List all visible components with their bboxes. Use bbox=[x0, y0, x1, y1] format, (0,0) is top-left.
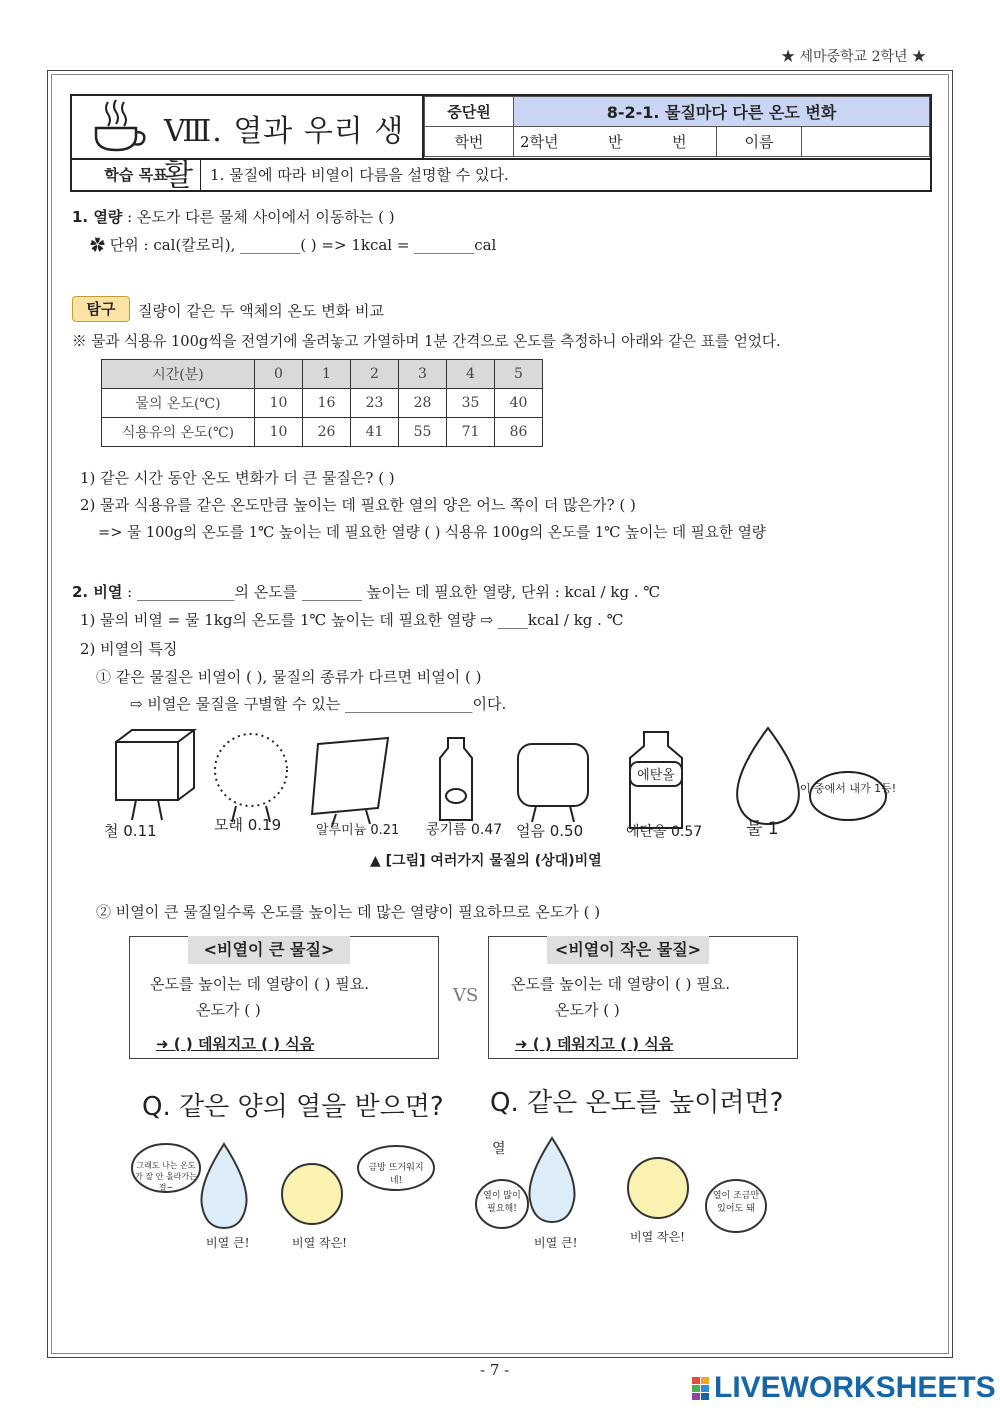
box-line: 온도가 ( ) bbox=[555, 1001, 620, 1019]
goal-label: 학습 목표 bbox=[72, 160, 201, 190]
table-cell: 16 bbox=[303, 389, 351, 418]
cartoon-bubble: 금방 뜨거워지네! bbox=[368, 1163, 424, 1186]
cartoon-bubble: 열이 많이 필요해! bbox=[483, 1191, 521, 1214]
figure-label: 에탄올 0.57 bbox=[626, 824, 703, 840]
cartoon-label: 비열 작은! bbox=[292, 1236, 348, 1250]
number-label: 번 bbox=[672, 133, 687, 151]
box-line: ➜ ( ) 데워지고 ( ) 식음 bbox=[156, 1035, 315, 1053]
explore-note: ※ 물과 식용유 100g씩을 전열기에 올려놓고 가열하며 1분 간격으로 온도를 측정하니 아래와 같은 표를 얻었다. bbox=[72, 333, 781, 350]
materials-illustration bbox=[96, 722, 900, 844]
name-label: 이름 bbox=[717, 127, 802, 157]
coffee-cup-icon bbox=[90, 98, 150, 154]
box-heading: <비열이 작은 물질> bbox=[547, 936, 709, 964]
cartoon-same-temperature bbox=[470, 1076, 790, 1260]
table-cell: 35 bbox=[447, 389, 495, 418]
cartoon-label: 비열 큰! bbox=[534, 1236, 578, 1250]
box-heading: <비열이 큰 물질> bbox=[188, 936, 350, 964]
table-header-cell: 시간(분) bbox=[102, 360, 255, 389]
unit-title: Ⅷ. 열과 우리 생활 bbox=[164, 114, 405, 193]
vs-label: VS bbox=[453, 985, 479, 1006]
name-input[interactable] bbox=[802, 127, 930, 157]
cartoon-bubble: 열이 조금만 있어도 돼 bbox=[712, 1191, 760, 1214]
grade-label: 2학년 bbox=[520, 133, 559, 151]
cartoon-title: Q. 같은 온도를 높이려면? bbox=[490, 1088, 784, 1118]
water-bubble: 이 중에서 내가 1등! bbox=[799, 782, 897, 795]
table-cell: 물의 온도(℃) bbox=[102, 389, 255, 418]
explore-title: 질량이 같은 두 액체의 온도 변화 비교 bbox=[138, 302, 384, 320]
figure-label: 철 0.11 bbox=[104, 822, 157, 840]
table-cell: 10 bbox=[255, 389, 303, 418]
section2-line bbox=[72, 581, 660, 602]
table-header-cell: 4 bbox=[447, 360, 495, 389]
table-cell: 41 bbox=[351, 418, 399, 447]
explore-badge: 탐구 bbox=[72, 296, 130, 322]
section1-text: : 온도가 다른 물체 사이에서 이동하는 ( ) bbox=[127, 208, 395, 226]
table-cell: 55 bbox=[399, 418, 447, 447]
section1-line bbox=[72, 206, 395, 227]
temperature-table bbox=[101, 359, 543, 447]
section2-text: : _____________의 온도를 ________ 높이는 데 필요한 열량, 단위 : kcal / kg . ℃ bbox=[127, 583, 661, 601]
small-specific-heat-box bbox=[488, 936, 798, 1059]
table-header-cell: 0 bbox=[255, 360, 303, 389]
bottle-label: 에탄올 bbox=[637, 768, 675, 783]
table-cell: 26 bbox=[303, 418, 351, 447]
table-row bbox=[102, 418, 543, 447]
cartoon-label: 비열 큰! bbox=[206, 1236, 250, 1250]
heat-label: 열 bbox=[492, 1141, 506, 1157]
box-line: ➜ ( ) 데워지고 ( ) 식음 bbox=[515, 1035, 674, 1053]
table-cell: 71 bbox=[447, 418, 495, 447]
section1-unit: ✿ 단위 : cal(칼로리), ________( ) => 1kcal = ________cal bbox=[90, 236, 497, 254]
table-cell: 10 bbox=[255, 418, 303, 447]
figure-label: 콩기름 0.47 bbox=[426, 822, 503, 838]
box-line: 온도가 ( ) bbox=[196, 1001, 261, 1019]
section2-line2: 2) 비열의 특징 bbox=[80, 640, 178, 658]
cartoon-title: Q. 같은 양의 열을 받으면? bbox=[142, 1092, 444, 1122]
section2-line4: ⇨ 비열은 물질을 구별할 수 있는 _________________이다. bbox=[130, 695, 507, 713]
liveworksheets-watermark[interactable]: LIVEWORKSHEETS bbox=[714, 1371, 996, 1404]
section1-title: 1. 열량 bbox=[72, 208, 123, 226]
question-2-answer: => 물 100g의 온도를 1℃ 높이는 데 필요한 열량 ( ) 식용유 100g의 온도를 1℃ 높이는 데 필요한 열량 bbox=[98, 524, 766, 541]
class-label: 반 bbox=[608, 133, 623, 151]
table-cell: 40 bbox=[495, 389, 543, 418]
table-cell: 식용유의 온도(℃) bbox=[102, 418, 255, 447]
table-cell: 28 bbox=[399, 389, 447, 418]
figure-label: 알루미늄 0.21 bbox=[316, 823, 400, 838]
table-header-cell: 1 bbox=[303, 360, 351, 389]
goal-text: 1. 물질에 따라 비열이 다름을 설명할 수 있다. bbox=[210, 166, 509, 184]
worksheet-header bbox=[70, 94, 932, 192]
page-number: - 7 - bbox=[480, 1361, 510, 1379]
section2-line1: 1) 물의 비열 = 물 1kg의 온도를 1℃ 높이는 데 필요한 열량 ⇨ ____kcal / kg . ℃ bbox=[80, 611, 624, 629]
table-cell: 23 bbox=[351, 389, 399, 418]
student-no-label: 학번 bbox=[425, 127, 514, 157]
mid-unit-value: 8-2-1. 물질마다 다른 온도 변화 bbox=[514, 97, 930, 127]
section2-title: 2. 비열 bbox=[72, 583, 123, 601]
figure-label: 모래 0.19 bbox=[214, 816, 282, 834]
box-line: 온도를 높이는 데 열량이 ( ) 필요. bbox=[511, 975, 730, 993]
table-cell: 86 bbox=[495, 418, 543, 447]
large-specific-heat-box bbox=[129, 936, 439, 1059]
cartoon-bubble: 그래도 나는 온도가 잘 안 올라가는 걸~ bbox=[135, 1161, 197, 1192]
specific-heat-figure bbox=[96, 722, 900, 844]
section2-line3: ① 같은 물질은 비열이 ( ), 물질의 종류가 다르면 비열이 ( ) bbox=[96, 668, 482, 686]
school-label: ★ 세마중학교 2학년 ★ bbox=[781, 49, 926, 65]
figure-caption: ▲ [그림] 여러가지 물질의 (상대)비열 bbox=[370, 853, 602, 869]
cartoon-label: 비열 작은! bbox=[630, 1230, 686, 1244]
table-header-cell: 2 bbox=[351, 360, 399, 389]
goal-row bbox=[72, 158, 930, 190]
cartoon-same-heat bbox=[130, 1080, 460, 1260]
box-line: 온도를 높이는 데 열량이 ( ) 필요. bbox=[150, 975, 369, 993]
meta-table bbox=[424, 96, 930, 157]
table-row bbox=[102, 389, 543, 418]
question-1: 1) 같은 시간 동안 온도 변화가 더 큰 물질은? ( ) bbox=[80, 469, 395, 487]
liveworksheets-logo-icon bbox=[692, 1377, 710, 1401]
figure-label: 얼음 0.50 bbox=[516, 822, 584, 840]
table-header-row bbox=[102, 360, 543, 389]
figure-label: 물 1 bbox=[746, 819, 779, 839]
section2-line5: ② 비열이 큰 물질일수록 온도를 높이는 데 많은 열량이 필요하므로 온도가 ( ) bbox=[96, 903, 601, 921]
question-2: 2) 물과 식용유를 같은 온도만큼 높이는 데 필요한 열의 양은 어느 쪽이 더 많은가? ( ) bbox=[80, 496, 636, 514]
mid-unit-label: 중단원 bbox=[425, 97, 514, 127]
table-header-cell: 5 bbox=[495, 360, 543, 389]
table-header-cell: 3 bbox=[399, 360, 447, 389]
